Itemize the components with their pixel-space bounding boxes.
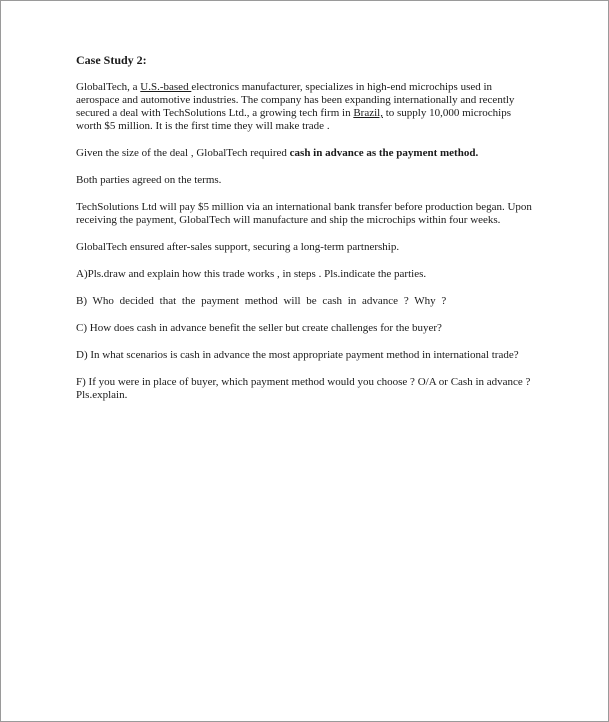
case-study-title: Case Study 2:	[76, 53, 147, 67]
intro-text-2: electronics manufacturer, specializes in high-end microchips used in aerospace and automotive industries. The company has been expanding internationally and recently secured a deal with TechSolutions Ltd., a growing tech firm in	[76, 81, 515, 119]
intro-paragraph	[76, 81, 536, 133]
payment-paragraph: TechSolutions Ltd will pay $5 million via an international bank transfer before production began. Upon receiving the payment, GlobalTech will manufacture and ship the microchips within four weeks.	[76, 201, 532, 226]
brazil-underlined: Brazil,	[353, 107, 383, 119]
agreed-paragraph: Both parties agreed on the terms.	[76, 174, 222, 186]
intro-text-1: GlobalTech, a	[76, 81, 141, 93]
question-c: C) How does cash in advance benefit the seller but create challenges for the buyer?	[76, 322, 442, 334]
document-content	[76, 53, 536, 416]
deal-bold-text: cash in advance as the payment method.	[289, 147, 479, 159]
question-a: A)Pls.draw and explain how this trade works , in steps . Pls.indicate the parties.	[76, 268, 427, 280]
intro-text-3: to supply 10,000 microchips worth $5 million. It is the first time they will make trade .	[76, 107, 511, 132]
support-paragraph: GlobalTech ensured after-sales support, securing a long-term partnership.	[76, 241, 400, 253]
question-f: F) If you were in place of buyer, which payment method would you choose ? O/A or Cash in advance ? Pls.explain.	[76, 376, 531, 401]
us-based-underlined: U.S.-based	[140, 81, 192, 93]
deal-paragraph	[76, 147, 536, 160]
question-d: D) In what scenarios is cash in advance the most appropriate payment method in international trade?	[76, 349, 519, 361]
deal-text: Given the size of the deal , GlobalTech required	[76, 147, 290, 159]
question-b: B) Who decided that the payment method will be cash in advance ? Why ?	[76, 295, 447, 307]
